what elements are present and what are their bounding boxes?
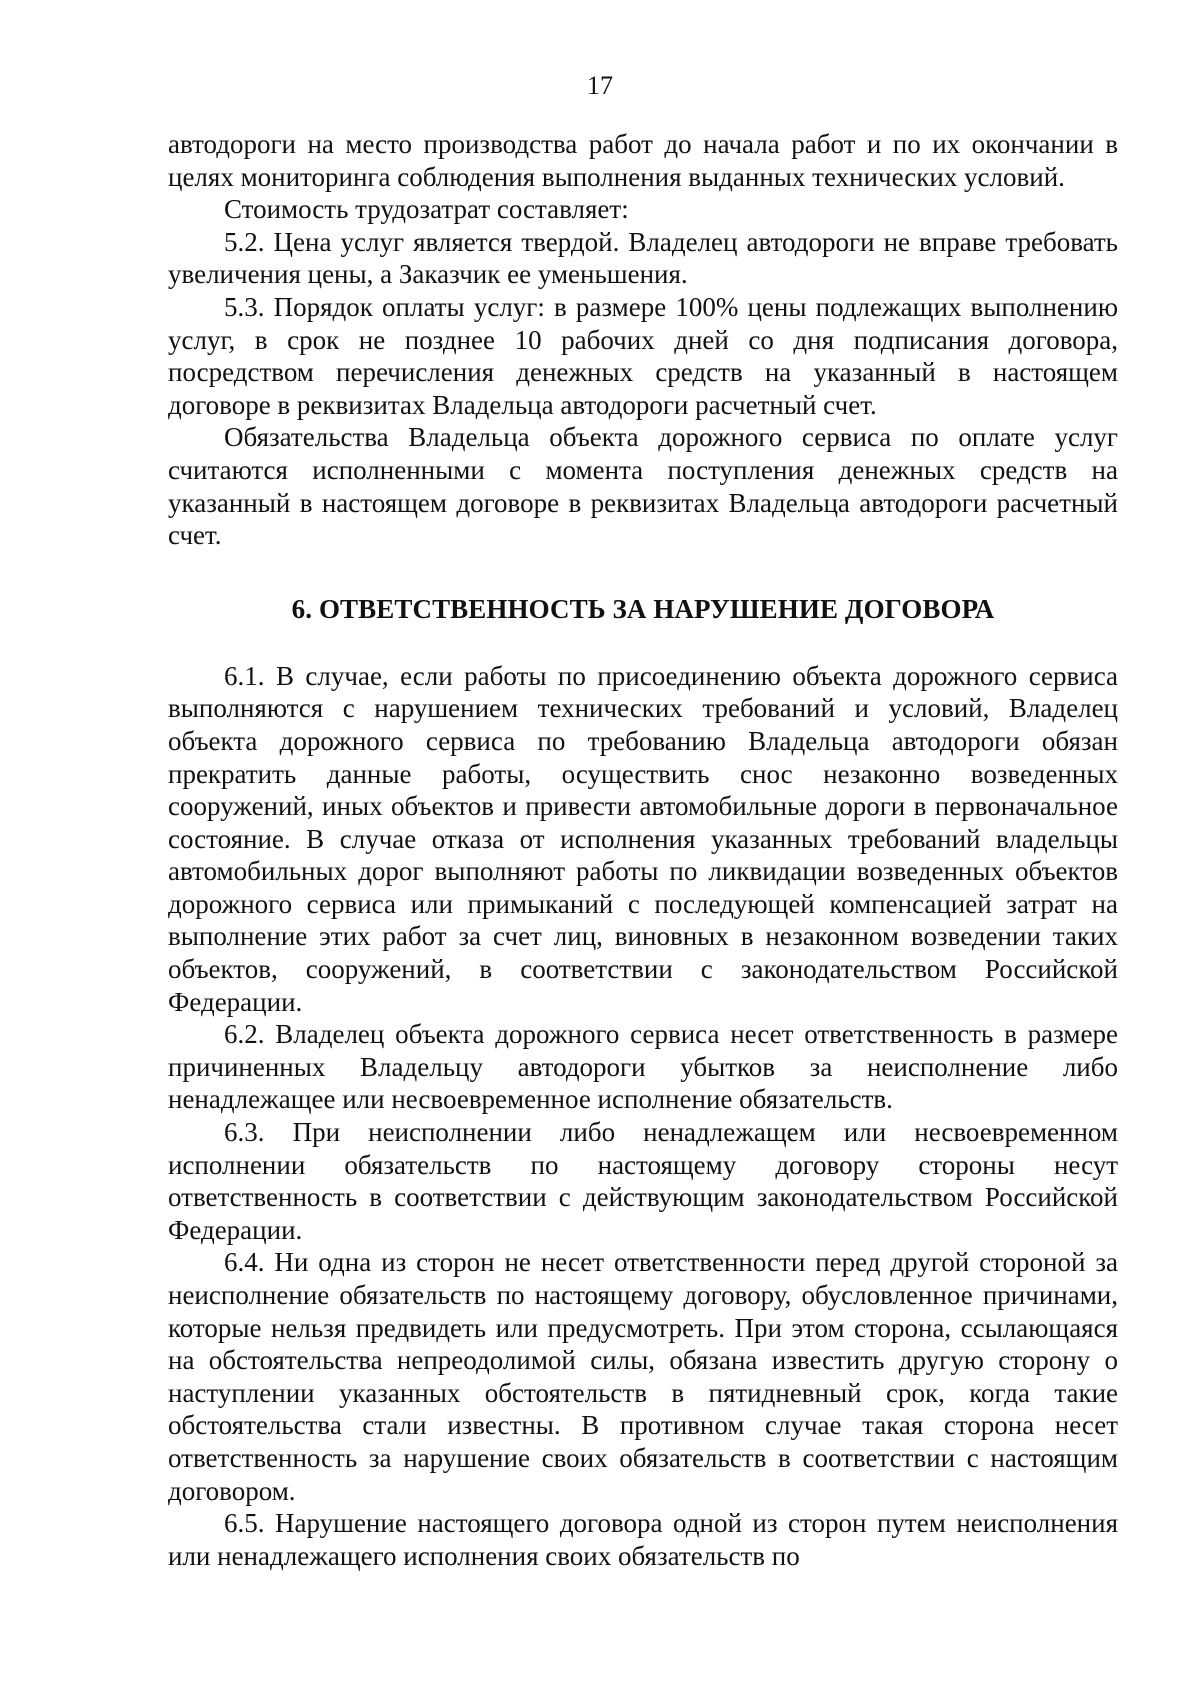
paragraph-labor-cost: Стоимость трудозатрат составляет: xyxy=(224,194,629,225)
paragraph-6-5: 6.5. Нарушение настоящего договора одной из сторон путем неисполнения или ненадлежащего исполнения своих обязательств по xyxy=(168,1508,1118,1571)
paragraph-5-2: 5.2. Цена услуг является твердой. Владелец автодороги не вправе требовать увеличения цены, а Заказчик ее уменьшения. xyxy=(168,226,1118,290)
paragraph-6-4: 6.4. Ни одна из сторон не несет ответственности перед другой стороной за неисполнение обязательств по настоящему договору, обусловленное причинами, которые нельзя предвидеть или предусмотреть. При этом сторона, ссылающаяся на обстоятельства непреодолимой силы, обязана известить другую сторону о наступлении указанных обстоятельств в пятидневный срок, когда такие обстоятельства стали известны. В противном случае такая сторона несет ответственность за нарушение своих обязательств в соответствии с настоящим договором. xyxy=(168,1247,1118,1506)
document-body xyxy=(168,128,1118,1572)
section-heading-6: 6. ОТВЕТСТВЕННОСТЬ ЗА НАРУШЕНИЕ ДОГОВОРА xyxy=(291,593,995,624)
paragraph-6-1: 6.1. В случае, если работы по присоединению объекта дорожного сервиса выполняются с нарушением технических требований и условий, Владелец объекта дорожного сервиса по требованию Владельца автодороги обязан прекратить данные работы, осуществить снос незаконно возведенных сооружений, иных объектов и привести автомобильные дороги в первоначальное состояние. В случае отказа от исполнения указанных требований владельцы автомобильных дорог выполняют работы по ликвидации возведенных объектов дорожного сервиса или примыканий с последующей компенсацией затрат на выполнение этих работ за счет лиц, виновных в незаконном возведении таких объектов, сооружений, в соответствии с законодательством Российской Федерации. xyxy=(168,660,1118,1017)
paragraph-6-3: 6.3. При неисполнении либо ненадлежащем или несвоевременном исполнении обязательств по настоящему договору стороны несут ответственность в соответствии с действующим законодательством Российской Федерации. xyxy=(168,1117,1118,1245)
page-number: 17 xyxy=(587,71,613,100)
paragraph-payment-obligations: Обязательства Владельца объекта дорожного сервиса по оплате услуг считаются исполненными с момента поступления денежных средств на указанный в настоящем договоре в реквизитах Владельца автодороги расчетный счет. xyxy=(168,422,1118,551)
paragraph-6-2: 6.2. Владелец объекта дорожного сервиса несет ответственность в размере причиненных Владельцу автодороги убытков за неисполнение либо ненадлежащее или несвоевременное исполнение обязательств. xyxy=(168,1019,1118,1115)
paragraph-continuation: автодороги на место производства работ до начала работ и по их окончании в целях мониторинга соблюдения выполнения выданных технических условий. xyxy=(168,129,1118,192)
paragraph-5-3: 5.3. Порядок оплаты услуг: в размере 100% цены подлежащих выполнению услуг, в срок не позднее 10 рабочих дней со дня подписания договора, посредством перечисления денежных средств на указанный в настоящем договоре в реквизитах Владельца автодороги расчетный счет. xyxy=(168,291,1118,420)
